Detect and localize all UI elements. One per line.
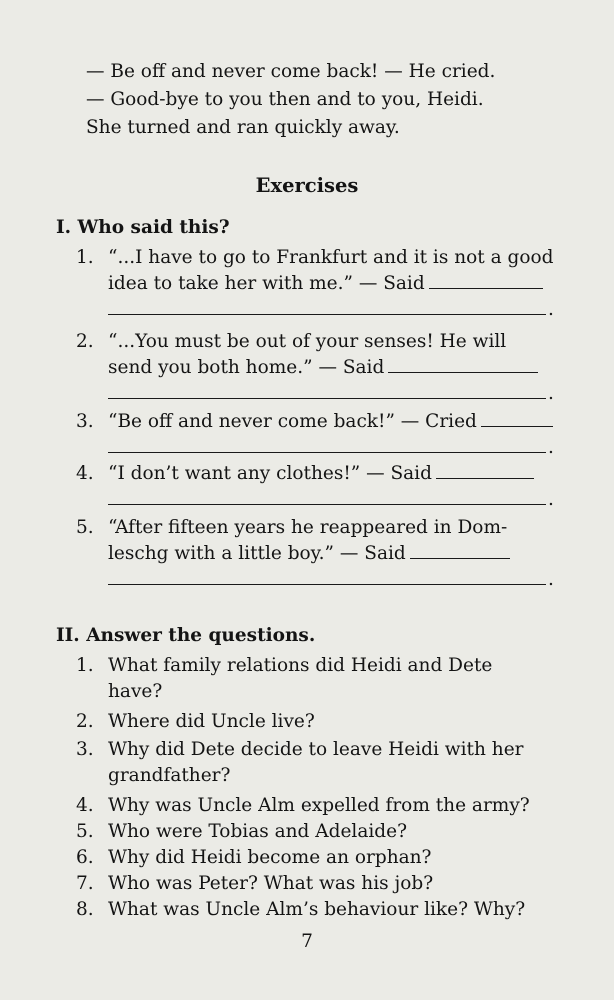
question-line: What was Uncle Alm’s behaviour like? Why? xyxy=(108,899,526,920)
question-line: What family relations did Heidi and Dete xyxy=(108,655,493,676)
question-line: Why did Heidi become an orphan? xyxy=(108,847,432,868)
quote-line xyxy=(108,356,538,380)
period: . xyxy=(548,383,554,404)
item-number: 8. xyxy=(76,899,94,920)
quote-line: “...You must be out of your senses! He will xyxy=(108,331,507,352)
question-line: have? xyxy=(108,681,163,702)
quote-text: idea to take her with me.” — Said xyxy=(108,273,425,294)
item-number: 1. xyxy=(76,247,94,268)
period: . xyxy=(548,489,554,510)
quote-line xyxy=(108,462,534,486)
quote-line: “After fifteen years he reappeared in Dom- xyxy=(108,517,508,538)
quote-text: “I don’t want any clothes!” — Said xyxy=(108,463,432,484)
item-number: 7. xyxy=(76,873,94,894)
period: . xyxy=(548,569,554,590)
question-line: Who was Peter? What was his job? xyxy=(108,873,434,894)
item-number: 3. xyxy=(76,411,94,432)
answer-blank[interactable] xyxy=(481,412,553,427)
quote-text: send you both home.” — Said xyxy=(108,357,385,378)
answer-blank-line[interactable] xyxy=(108,584,546,585)
narration-line: She turned and ran quickly away. xyxy=(86,117,400,138)
quote-text: “Be off and never come back!” — Cried xyxy=(108,411,477,432)
answer-blank-line[interactable] xyxy=(108,452,546,453)
quote-line xyxy=(108,410,553,434)
dialogue-line: — Good-bye to you then and to you, Heidi. xyxy=(86,89,484,110)
exercises-heading: Exercises xyxy=(255,174,359,197)
question-line: Who were Tobias and Adelaide? xyxy=(108,821,407,842)
quote-line: “...I have to go to Frankfurt and it is not a good xyxy=(108,247,554,268)
period: . xyxy=(548,437,554,458)
item-number: 4. xyxy=(76,463,94,484)
period: . xyxy=(548,299,554,320)
item-number: 1. xyxy=(76,655,94,676)
item-number: 5. xyxy=(76,821,94,842)
item-number: 6. xyxy=(76,847,94,868)
item-number: 3. xyxy=(76,739,94,760)
page-number: 7 xyxy=(301,931,313,952)
answer-blank[interactable] xyxy=(388,358,538,373)
question-line: grandfather? xyxy=(108,765,231,786)
item-number: 2. xyxy=(76,711,94,732)
quote-line xyxy=(108,272,543,296)
answer-blank-line[interactable] xyxy=(108,504,546,505)
section-title: I. Who said this? xyxy=(56,217,230,238)
dialogue-line: — Be off and never come back! — He cried. xyxy=(86,61,496,82)
item-number: 4. xyxy=(76,795,94,816)
question-line: Where did Uncle live? xyxy=(108,711,315,732)
item-number: 2. xyxy=(76,331,94,352)
quote-text: leschg with a little boy.” — Said xyxy=(108,543,406,564)
answer-blank-line[interactable] xyxy=(108,314,546,315)
answer-blank-line[interactable] xyxy=(108,398,546,399)
answer-blank[interactable] xyxy=(436,464,534,479)
answer-blank[interactable] xyxy=(429,274,543,289)
quote-line xyxy=(108,542,510,566)
question-line: Why did Dete decide to leave Heidi with her xyxy=(108,739,524,760)
question-line: Why was Uncle Alm expelled from the army? xyxy=(108,795,530,816)
answer-blank[interactable] xyxy=(410,544,510,559)
item-number: 5. xyxy=(76,517,94,538)
section-title: II. Answer the questions. xyxy=(56,625,316,646)
